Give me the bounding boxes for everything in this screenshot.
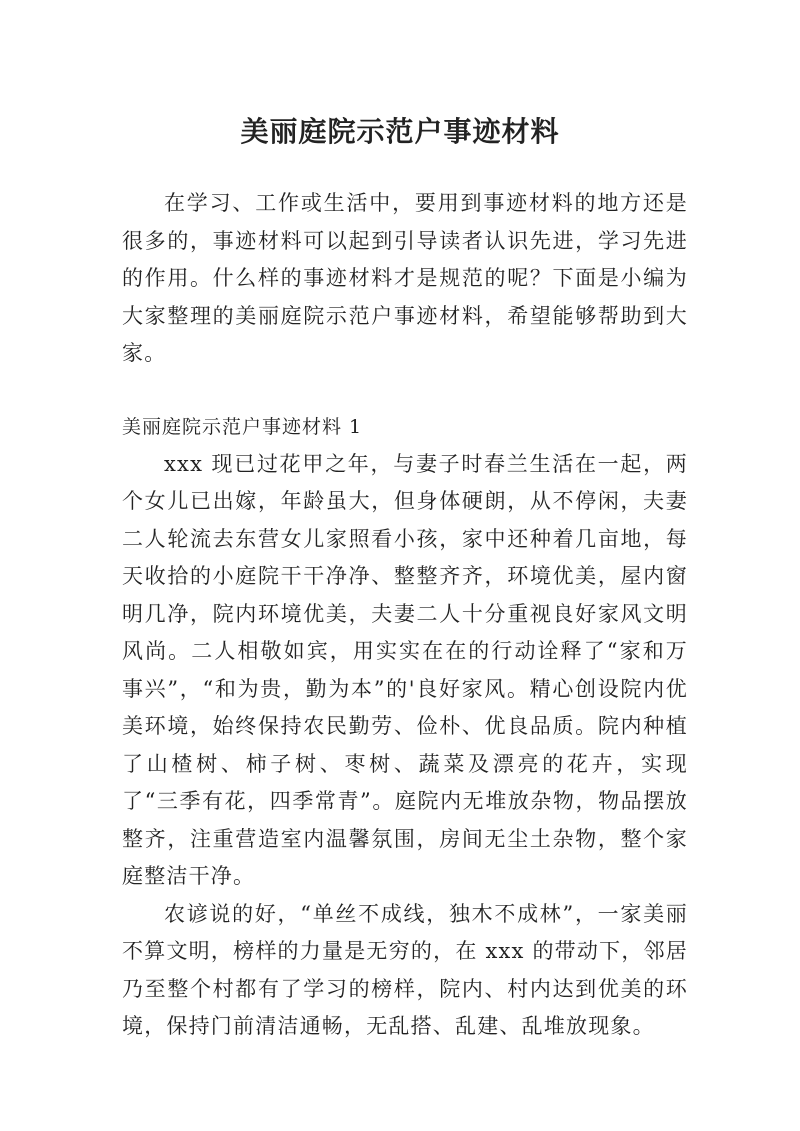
document-body	[122, 185, 688, 1046]
body-paragraph-1: xxx 现已过花甲之年，与妻子时春兰生活在一起，两个女儿已出嫁，年龄虽大，但身体硬朗，从不停闲，夫妻二人轮流去东营女儿家照看小孩，家中还种着几亩地，每天收拾的小庭院干干净净、整整齐齐，环境优美，屋内窗明几净，院内环境优美，夫妻二人十分重视良好家风文明风尚。二人相敬如宾，用实实在在的行动诠释了“家和万事兴”，“和为贵，勤为本”的'良好家风。精心创设院内优美环境，始终保持农民勤劳、俭朴、优良品质。院内种植了山楂树、柿子树、枣树、蔬菜及漂亮的花卉，实现了“三季有花，四季常青”。庭院内无堆放杂物，物品摆放整齐，注重营造室内温馨氛围，房间无尘土杂物，整个家庭整洁干净。	[122, 451, 688, 888]
section-heading: 美丽庭院示范户事迹材料 1	[122, 415, 363, 438]
page-title: 美丽庭院示范户事迹材料	[240, 114, 560, 148]
body-paragraph-2: 农谚说的好，“单丝不成线，独木不成林”，一家美丽不算文明，榜样的力量是无穷的，在 xxx 的带动下，邻居乃至整个村都有了学习的榜样，院内、村内达到优美的环境，保持门前清洁通畅，无乱搭、乱建、乱堆放现象。	[122, 901, 688, 1038]
intro-paragraph: 在学习、工作或生活中，要用到事迹材料的地方还是很多的，事迹材料可以起到引导读者认识先进，学习先进的作用。什么样的事迹材料才是规范的呢？下面是小编为大家整理的美丽庭院示范户事迹材料，希望能够帮助到大家。	[122, 191, 688, 365]
